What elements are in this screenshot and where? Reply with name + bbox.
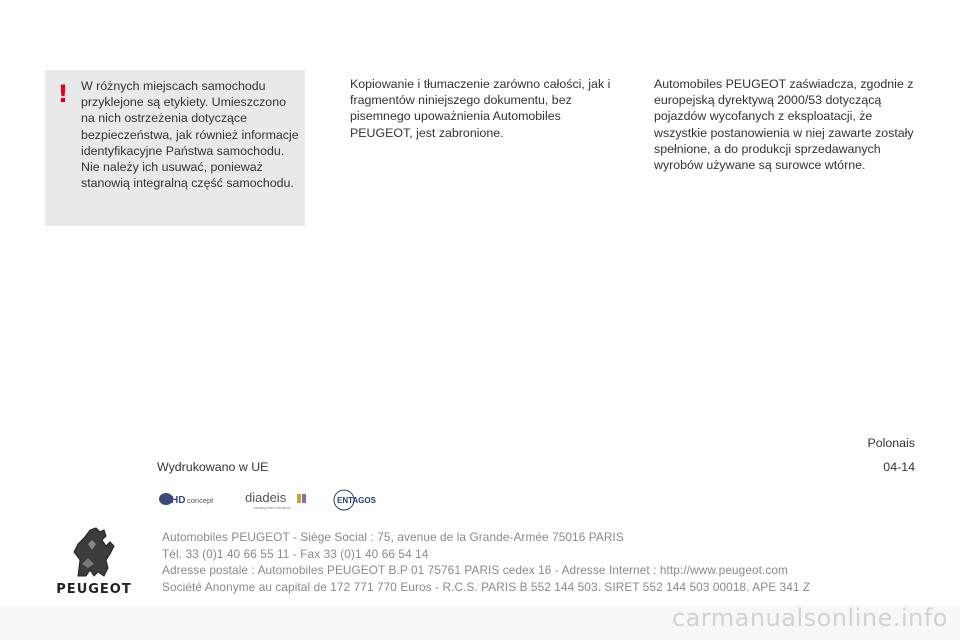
address-line: Société Anonyme au capital de 172 771 770 Euros - R.C.S. PARIS B 552 144 503. SIRET 552 144 503 00018. APE 341 Z [162,579,811,594]
address-line: Adresse postale : Automobiles PEUGEOT B.P 01 75761 PARIS cedex 16 - Adresse Internet : http://www.peugeot.com [162,563,788,577]
address-line: Automobiles PEUGEOT - Siège Social : 75, avenue de la Grande-Armée 75016 PARIS [162,530,624,544]
peugeot-lion-logo [44,524,144,580]
svg-text:HD: HD [171,495,186,506]
hdconcept-logo [157,488,227,512]
entagos-logo [333,488,383,512]
svg-text:diadeis: diadeis [245,490,287,505]
address-line: Tél. 33 (0)1 40 66 55 11 - Fax 33 (0)1 40 66 54 14 [162,546,429,561]
warning-text: W różnych miejscach samochodu przyklejone są etykiety. Umieszczono na nich ostrzeżenia dotyczące bezpieczeństwa, jak również informacje identyfikacyjne Państwa samochodu. Nie należy ich usuwać, ponieważ stanowią integralną część samochodu. [81,79,299,191]
watermark-text: carmanualsonline.info [671,604,948,632]
document-code: 04-14 [883,460,915,474]
svg-text:creating brand efficiency: creating brand efficiency [253,506,291,510]
svg-text:ENTAGOS: ENTAGOS [337,496,376,505]
warning-box [45,70,305,226]
brand-block [44,524,144,600]
language-label: Polonais [867,436,915,450]
exclamation-icon: ! [57,80,69,108]
brand-name: PEUGEOT [56,582,132,597]
svg-text:concept: concept [187,496,214,505]
diadeis-logo [245,488,315,512]
company-address [162,529,922,595]
printed-in-label: Wydrukowano w UE [157,460,269,474]
recycling-notice: Automobiles PEUGEOT zaświadcza, zgodnie z europejską dyrektywą 2000/53 dotyczącą pojazdów wycofanych z eksploatacji, że wszystkie postanowienia w niej zawarte zostały spełnione, a do produkcji sprzedawanych wyrobów używane są surowce wtórne. [654,77,914,173]
copyright-notice: Kopiowanie i tłumaczenie zarówno całości, jak i fragmentów niniejszego dokumentu, bez pisemnego upoważnienia Automobiles PEUGEOT, jest zabronione. [350,77,611,140]
